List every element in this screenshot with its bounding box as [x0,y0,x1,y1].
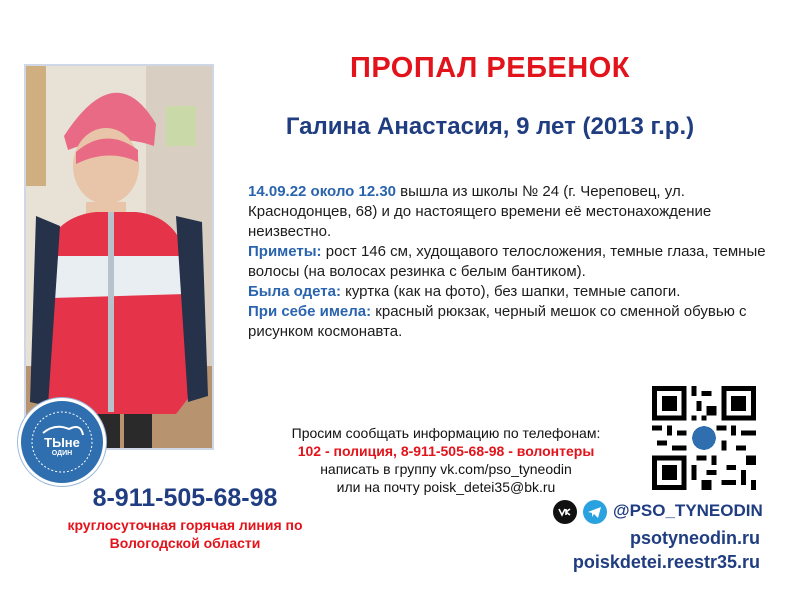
social-handle[interactable]: @PSO_TYNEODIN [613,501,763,520]
logo-text [21,437,103,459]
hotline-caption: круглосуточная горячая линия по Вологодской области [67,517,303,551]
poster-title: ПРОПАЛ РЕБЕНОК [350,52,630,84]
site-link-2[interactable]: poiskdetei.reestr35.ru [572,552,760,572]
contact-email[interactable]: или на почту poisk_detei35@bk.ru [336,479,556,495]
site-link-1[interactable]: psotyneodin.ru [630,528,760,548]
logo-line2: ОДИН [51,450,73,457]
items-label: При себе имела: [248,303,372,320]
hotline-phone[interactable]: 8-911-505-68-98 [92,484,278,512]
child-name: Галина Анастасия, 9 лет (2013 г.р.) [285,113,695,140]
missing-child-photo [24,64,214,450]
contact-line1: Просим сообщать информацию по телефонам: [291,425,601,441]
signs-label: Приметы: [248,243,322,260]
search-team-logo [18,398,106,486]
signs-text: рост 146 см, худощавого телосложения, темные глаза, темные волосы (на волосах резинка с белым бантиком). [248,243,766,280]
date-text: вышла из школы № 24 (г. Череповец, ул. Краснодонцев, 68) и до настоящего времени её местонахождение неизвестно. [248,183,712,240]
qr-code[interactable] [652,386,756,490]
social-row [553,499,773,525]
clothes-text: куртка (как на фото), без шапки, темные сапоги. [340,283,681,300]
clothes-label: Была одета: [248,283,341,300]
logo-line1: ТЫне [44,435,80,450]
vk-icon[interactable] [553,500,577,524]
contact-phones: 102 - полиция, 8-911-505-68-98 - волонтеры [297,443,595,459]
date-label: 14.09.22 около 12.30 [248,183,397,200]
contact-group[interactable]: написать в группу vk.com/pso_tyneodin [320,461,572,477]
items-text: красный рюкзак, черный мешок со сменной обувью с рисунком космонавта. [248,303,747,340]
telegram-icon[interactable] [583,500,607,524]
description-block [248,182,768,342]
